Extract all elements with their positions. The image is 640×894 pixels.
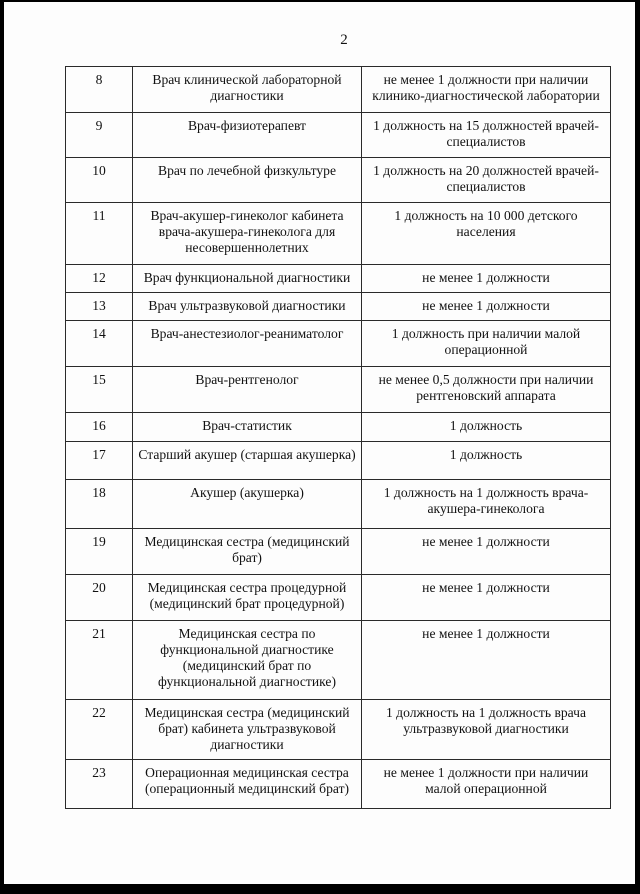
table-row [66, 621, 611, 700]
staffing-norm: не менее 1 должности при наличии малой операционной [362, 760, 611, 809]
table-row [66, 480, 611, 529]
table-row [66, 760, 611, 809]
staffing-norm: 1 должность на 10 000 детского населения [362, 203, 611, 265]
row-number: 14 [66, 321, 133, 367]
row-number: 13 [66, 293, 133, 321]
row-number: 11 [66, 203, 133, 265]
table-row [66, 321, 611, 367]
staffing-norm: 1 должность [362, 442, 611, 480]
row-number: 22 [66, 700, 133, 760]
table-row [66, 293, 611, 321]
staffing-norm: не менее 1 должности [362, 265, 611, 293]
table-row [66, 203, 611, 265]
staffing-norm: не менее 1 должности [362, 293, 611, 321]
staffing-norm: 1 должность на 20 должностей врачей-специалистов [362, 158, 611, 203]
staffing-norm: 1 должность на 15 должностей врачей-специалистов [362, 113, 611, 158]
staffing-table [65, 66, 611, 809]
row-number: 23 [66, 760, 133, 809]
row-number: 20 [66, 575, 133, 621]
staffing-norm: 1 должность на 1 должность врача ультразвуковой диагностики [362, 700, 611, 760]
table-row [66, 265, 611, 293]
staffing-norm: не менее 0,5 должности при наличии рентгеновский аппарата [362, 367, 611, 413]
table-row [66, 442, 611, 480]
row-number: 18 [66, 480, 133, 529]
position-name: Медицинская сестра (медицинский брат) кабинета ультразвуковой диагностики [133, 700, 362, 760]
row-number: 16 [66, 413, 133, 442]
document-page [4, 2, 635, 884]
position-name: Врач-рентгенолог [133, 367, 362, 413]
row-number: 12 [66, 265, 133, 293]
row-number: 15 [66, 367, 133, 413]
position-name: Старший акушер (старшая акушерка) [133, 442, 362, 480]
position-name: Врач-анестезиолог-реаниматолог [133, 321, 362, 367]
table-row [66, 700, 611, 760]
staffing-norm: не менее 1 должности [362, 529, 611, 575]
table-row [66, 413, 611, 442]
position-name: Операционная медицинская сестра (операционный медицинский брат) [133, 760, 362, 809]
staffing-norm: не менее 1 должности [362, 621, 611, 700]
position-name: Врач-акушер-гинеколог кабинета врача-акушера-гинеколога для несовершеннолетних [133, 203, 362, 265]
position-name: Врач-статистик [133, 413, 362, 442]
staffing-norm: 1 должность [362, 413, 611, 442]
table-row [66, 529, 611, 575]
row-number: 19 [66, 529, 133, 575]
table-row [66, 158, 611, 203]
staffing-norm: не менее 1 должности [362, 575, 611, 621]
page-number: 2 [340, 32, 348, 48]
row-number: 8 [66, 67, 133, 113]
position-name: Врач-физиотерапевт [133, 113, 362, 158]
position-name: Медицинская сестра процедурной (медицинский брат процедурной) [133, 575, 362, 621]
staffing-norm: не менее 1 должности при наличии клинико-диагностической лаборатории [362, 67, 611, 113]
position-name: Акушер (акушерка) [133, 480, 362, 529]
table-row [66, 367, 611, 413]
row-number: 21 [66, 621, 133, 700]
position-name: Врач функциональной диагностики [133, 265, 362, 293]
position-name: Врач клинической лабораторной диагностики [133, 67, 362, 113]
staffing-norm: 1 должность на 1 должность врача-акушера-гинеколога [362, 480, 611, 529]
row-number: 10 [66, 158, 133, 203]
position-name: Врач по лечебной физкультуре [133, 158, 362, 203]
position-name: Врач ультразвуковой диагностики [133, 293, 362, 321]
row-number: 17 [66, 442, 133, 480]
position-name: Медицинская сестра по функциональной диагностике (медицинский брат по функциональной диагностике) [133, 621, 362, 700]
staffing-table-body [66, 67, 611, 809]
table-row [66, 575, 611, 621]
table-row [66, 113, 611, 158]
position-name: Медицинская сестра (медицинский брат) [133, 529, 362, 575]
staffing-norm: 1 должность при наличии малой операционной [362, 321, 611, 367]
table-row [66, 67, 611, 113]
row-number: 9 [66, 113, 133, 158]
